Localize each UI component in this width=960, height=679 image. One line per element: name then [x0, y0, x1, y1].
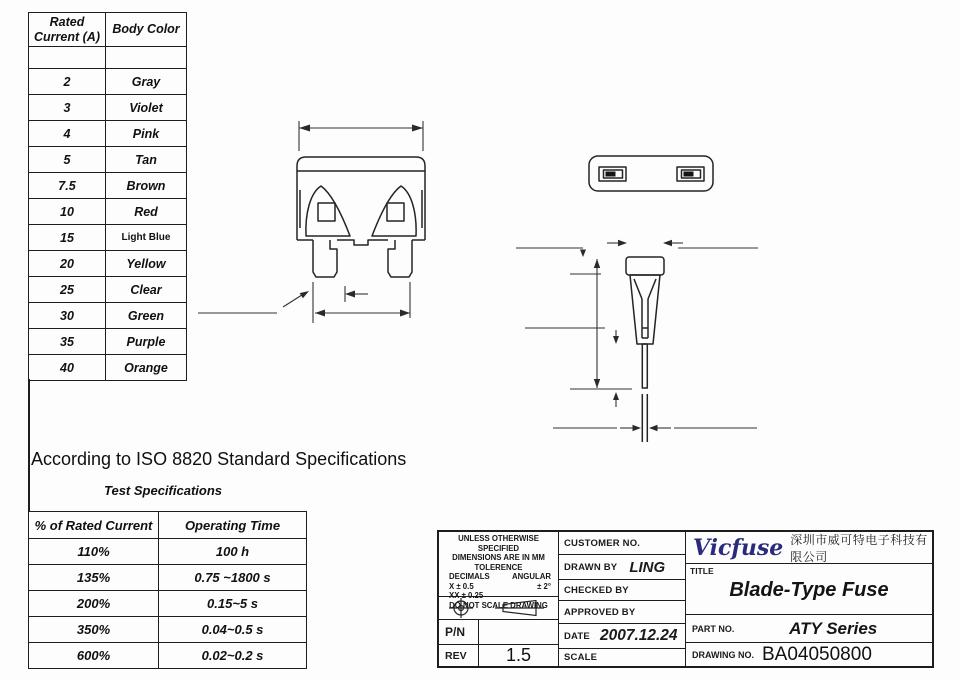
- approvals-column: [559, 532, 686, 666]
- part-no-value: ATY Series: [789, 618, 878, 638]
- approved-by-label: APPROVED BY: [564, 606, 636, 618]
- table-cell: [106, 47, 187, 69]
- tolerance-column: [439, 532, 559, 666]
- rev-value: 1.5: [505, 645, 532, 665]
- table-row: [29, 173, 187, 199]
- table-cell: 35: [29, 329, 106, 355]
- table-cell: 15: [29, 225, 106, 251]
- table-header-row: [29, 13, 187, 47]
- fuse-top-view-drawing: [580, 150, 760, 198]
- table-cell: Pink: [106, 121, 187, 147]
- table-cell: [29, 47, 106, 69]
- rated-current-pct-header: % of Rated Current: [29, 512, 159, 539]
- date-row: [559, 624, 685, 649]
- table-cell: 200%: [29, 591, 159, 617]
- tolerance-line: UNLESS OTHERWISE SPECIFIED: [458, 534, 539, 553]
- customer-no-row: [559, 532, 685, 555]
- table-cell: Gray: [106, 69, 187, 95]
- revision-row: [439, 645, 558, 666]
- test-spec-table: [28, 511, 307, 669]
- table-row: [29, 643, 307, 669]
- table-cell: 2: [29, 69, 106, 95]
- table-row: [29, 303, 187, 329]
- part-number-row: [439, 620, 558, 645]
- table-cell: Brown: [106, 173, 187, 199]
- table-row: [29, 251, 187, 277]
- drawn-by-label: DRAWN BY: [564, 561, 618, 573]
- title-label: TITLE: [690, 566, 714, 576]
- table-row: [29, 565, 307, 591]
- angular-tolerance: ± 2°: [537, 581, 551, 591]
- iso-standard-heading: According to ISO 8820 Standard Specifications: [31, 449, 407, 469]
- customer-no-label: CUSTOMER NO.: [564, 537, 641, 549]
- table-row: [29, 617, 307, 643]
- checked-by-row: [559, 580, 685, 601]
- body-color-header: Body Color: [106, 13, 187, 47]
- part-no-label: PART NO.: [692, 623, 735, 634]
- part-no-row: [686, 615, 932, 643]
- drawn-by-row: [559, 555, 685, 580]
- first-angle-projection-icon: [449, 598, 473, 618]
- table-header-row: [29, 512, 307, 539]
- decimals-label: DECIMALS: [449, 572, 490, 581]
- table-cell: 7.5: [29, 173, 106, 199]
- operating-time-header: Operating Time: [159, 512, 307, 539]
- table-cell: Purple: [106, 329, 187, 355]
- table-row: [29, 225, 187, 251]
- tolerance-note: [439, 532, 558, 610]
- do-not-scale-note: DO NOT SCALE DRAWING: [449, 600, 548, 610]
- table-cell: Violet: [106, 95, 187, 121]
- date-label: DATE: [564, 630, 590, 642]
- table-cell: Red: [106, 199, 187, 225]
- decimals-xx-tolerance: XX ± 0.25: [449, 591, 484, 600]
- table-row: [29, 95, 187, 121]
- test-specifications-subheading: Test Specifications: [104, 483, 222, 498]
- table-cell: 0.15~5 s: [159, 591, 307, 617]
- table-row: [29, 199, 187, 225]
- table-cell: 5: [29, 147, 106, 173]
- decimals-x-tolerance: X ± 0.5: [449, 581, 474, 591]
- table-row: [29, 591, 307, 617]
- table-cell: 0.02~0.2 s: [159, 643, 307, 669]
- drawn-by-value: LING: [629, 558, 666, 576]
- rated-current-color-table: [28, 12, 187, 381]
- drawing-title-row: [686, 564, 932, 615]
- table-cell: 350%: [29, 617, 159, 643]
- fuse-side-view-drawing: [512, 232, 764, 444]
- company-name-cn: 深圳市威可特电子科技有限公司: [790, 532, 928, 564]
- table-cell: Green: [106, 303, 187, 329]
- table-cell: 110%: [29, 539, 159, 565]
- identity-column: [686, 532, 932, 666]
- projection-symbols-row: [439, 597, 558, 620]
- pn-label: P/N: [439, 620, 479, 644]
- table-cell: 30: [29, 303, 106, 329]
- tolerance-line: TOLERENCE: [474, 562, 523, 572]
- table-cell: 3: [29, 95, 106, 121]
- table-cell: Orange: [106, 355, 187, 381]
- table-row: [29, 147, 187, 173]
- table-cell: 10: [29, 199, 106, 225]
- drawing-title: Blade-Type Fuse: [729, 579, 889, 601]
- table-cell: 100 h: [159, 539, 307, 565]
- table-cell: 0.04~0.5 s: [159, 617, 307, 643]
- table-row: [29, 69, 187, 95]
- rated-current-header: Rated Current (A): [29, 13, 106, 47]
- fuse-front-view-drawing: [193, 118, 479, 328]
- date-value: 2007.12.24: [599, 627, 678, 644]
- table-cell: 4: [29, 121, 106, 147]
- drawing-no-value: BA04050800: [762, 643, 872, 665]
- angular-label: ANGULAR: [512, 572, 551, 581]
- approved-by-row: [559, 601, 685, 624]
- table-cell: 20: [29, 251, 106, 277]
- table-row: [29, 355, 187, 381]
- drawing-no-row: [686, 643, 932, 666]
- table-cell: 25: [29, 277, 106, 303]
- drawing-no-label: DRAWING NO.: [692, 649, 754, 660]
- taper-cone-icon: [495, 601, 544, 616]
- table-cell: 135%: [29, 565, 159, 591]
- scale-row: [559, 649, 685, 666]
- left-border-line: [28, 379, 30, 511]
- table-row: [29, 47, 187, 69]
- table-cell: Clear: [106, 277, 187, 303]
- table-cell: Tan: [106, 147, 187, 173]
- table-cell: 0.75 ~1800 s: [159, 565, 307, 591]
- brand-row: [686, 532, 932, 564]
- table-row: [29, 329, 187, 355]
- table-cell: 40: [29, 355, 106, 381]
- table-row: [29, 539, 307, 565]
- title-block: [437, 530, 934, 668]
- checked-by-label: CHECKED BY: [564, 584, 629, 596]
- table-cell: Light Blue: [106, 225, 187, 251]
- table-cell: 600%: [29, 643, 159, 669]
- table-row: [29, 121, 187, 147]
- rev-label: REV: [439, 645, 479, 666]
- table-cell: Yellow: [106, 251, 187, 277]
- brand-logo-text: Vicfuse: [693, 534, 784, 561]
- table-row: [29, 277, 187, 303]
- tolerance-line: DIMENSIONS ARE IN MM: [452, 553, 545, 562]
- scale-label: SCALE: [564, 652, 598, 663]
